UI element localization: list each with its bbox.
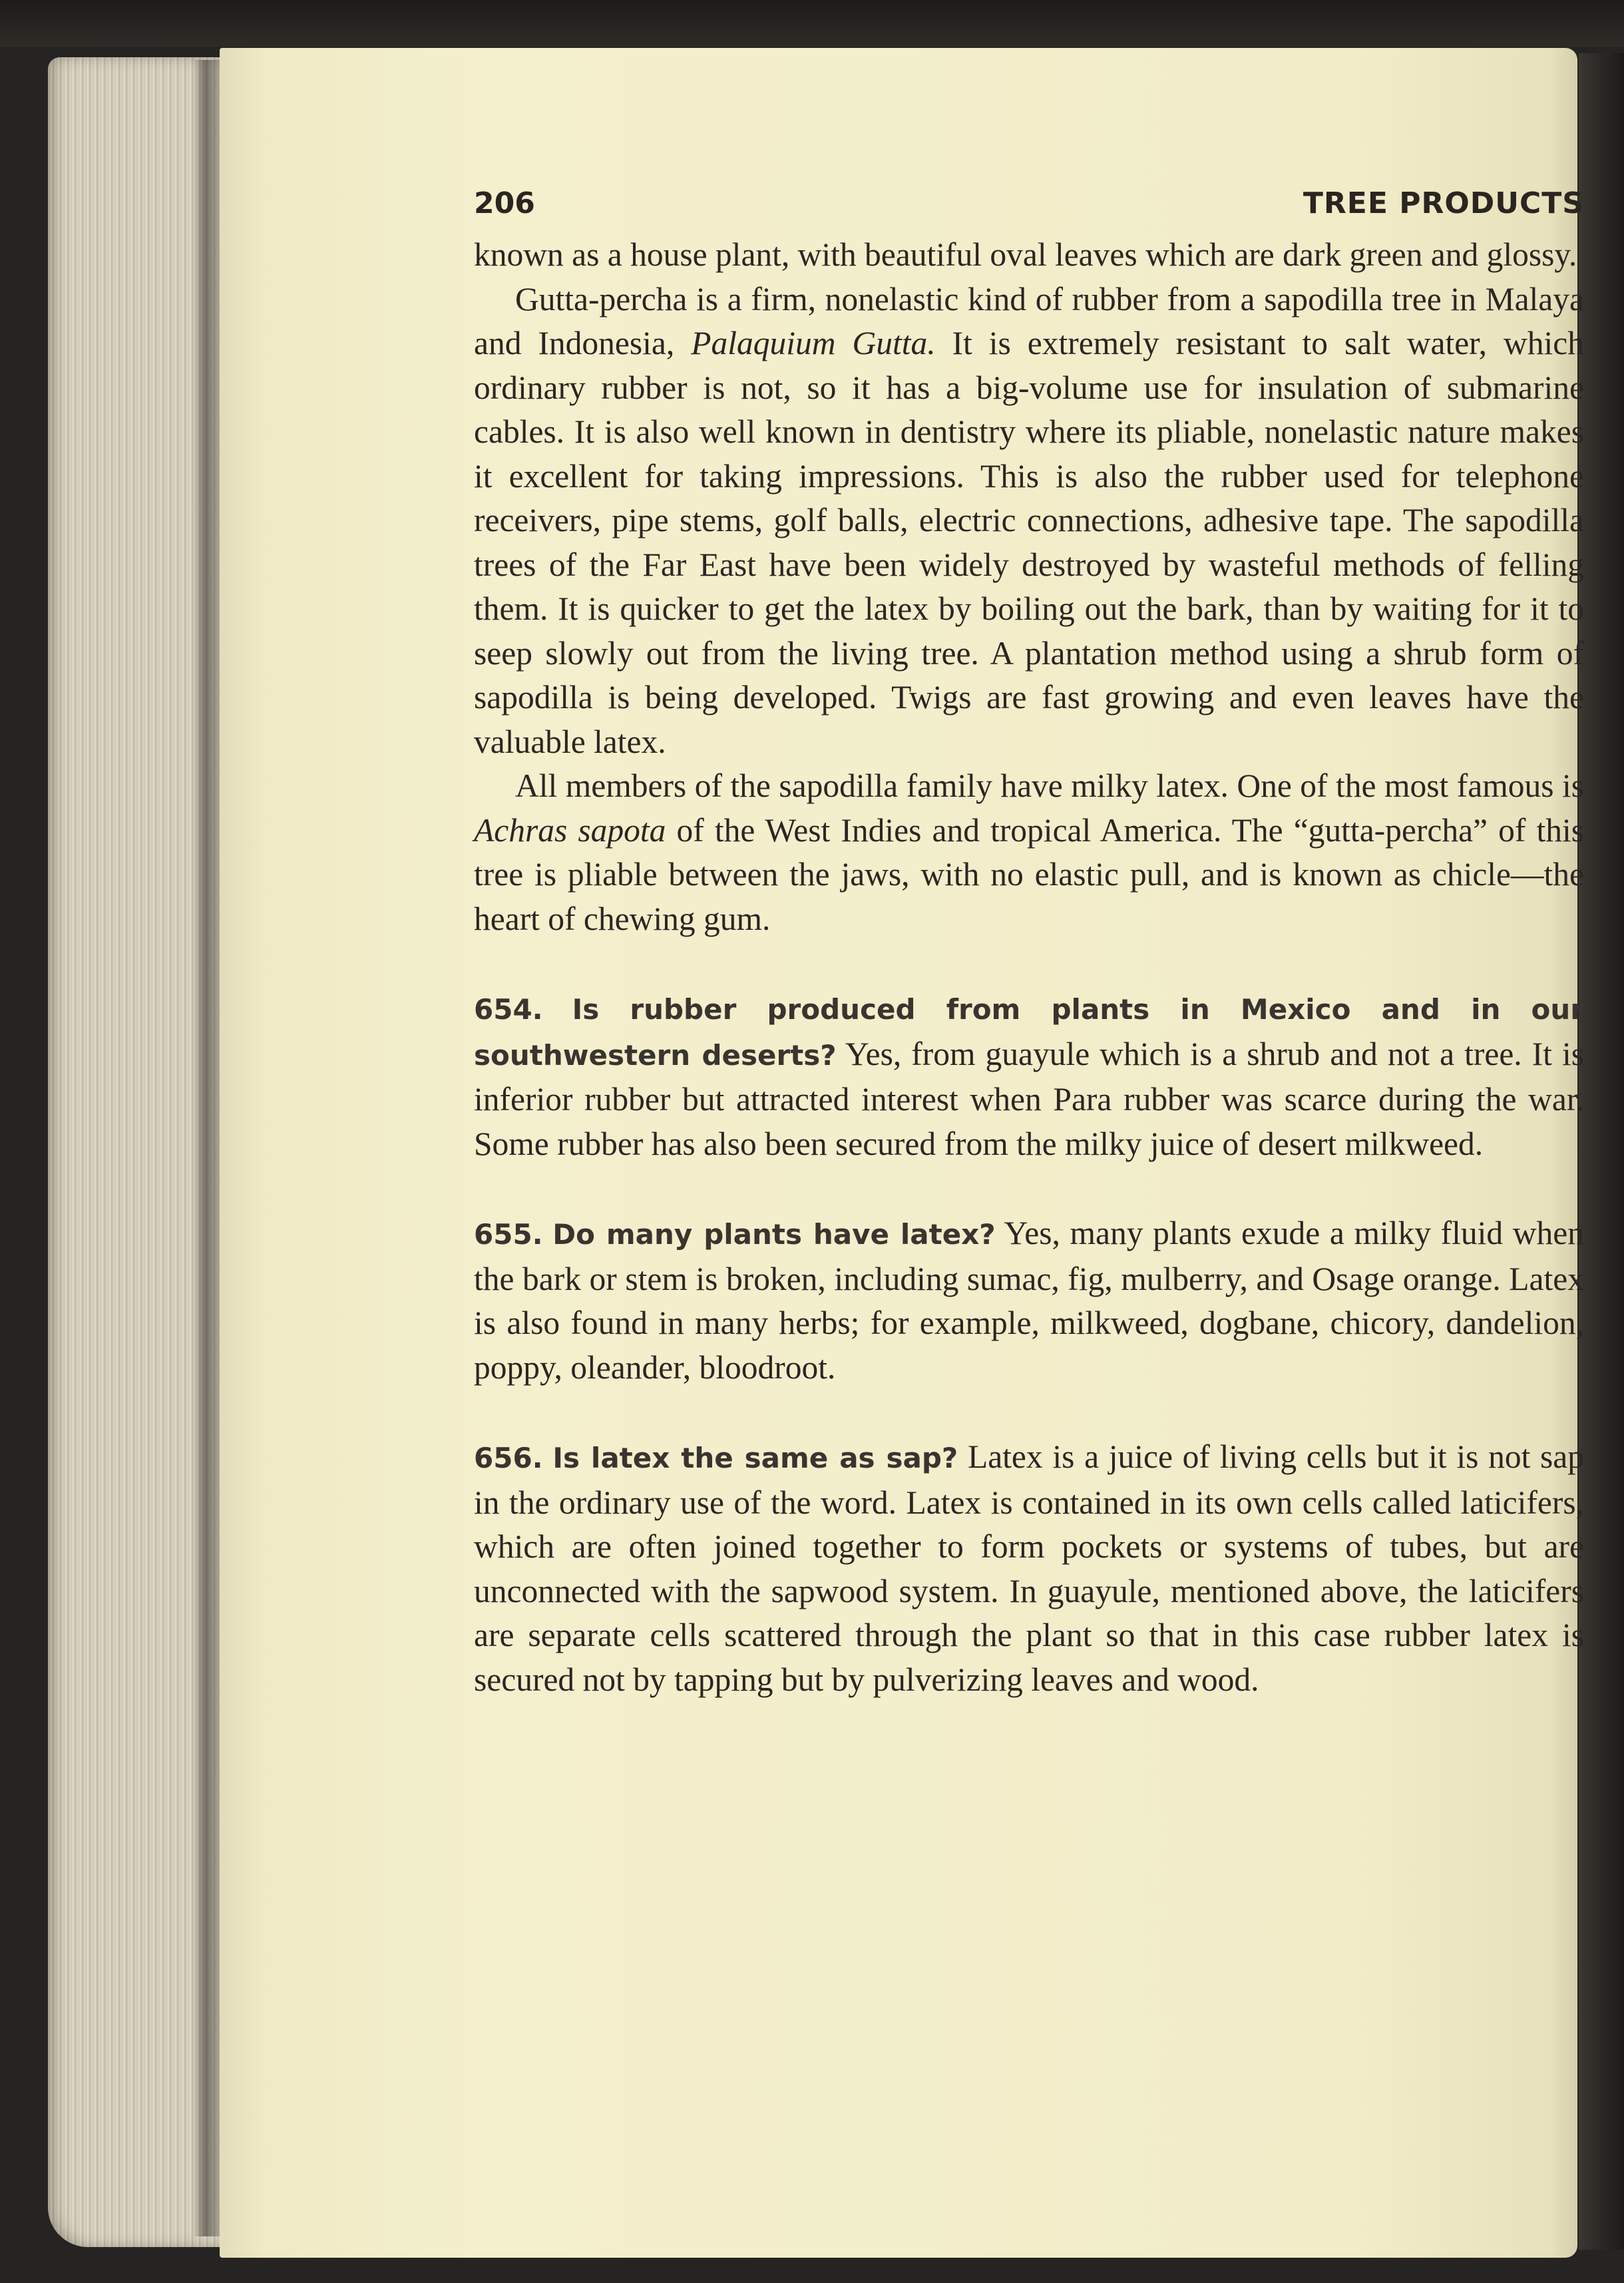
question-number: 656. bbox=[474, 1442, 543, 1474]
question-654 bbox=[474, 986, 1584, 1166]
book-gutter bbox=[193, 60, 220, 2236]
page-text-column bbox=[474, 186, 1584, 1702]
question-heading: Do many plants have latex? bbox=[552, 1218, 996, 1251]
question-heading: Is rubber produced from plants in Mexico and in our southwestern deserts? bbox=[474, 993, 1585, 1072]
page-header bbox=[474, 186, 1584, 233]
paragraph-sapodilla-family bbox=[474, 764, 1584, 941]
page-number: 206 bbox=[474, 186, 535, 220]
question-number: 655. bbox=[474, 1218, 543, 1251]
question-answer: Yes, many plants exude a milky fluid when the bark or stem is broken, including sumac, fig, mulberry, and Osage orange. Latex is also found in many herbs; for example, milkweed, dogbane, chicory, dandelion, poppy, oleander, bloodroot. bbox=[474, 1215, 1585, 1386]
question-number: 654. bbox=[474, 993, 543, 1026]
paragraph-continued: known as a house plant, with beautiful oval leaves which are dark green and glossy. bbox=[474, 236, 1577, 273]
question-655 bbox=[474, 1211, 1584, 1390]
paragraph-text: All members of the sapodilla family have milky latex. One of the most famous is bbox=[515, 767, 1584, 804]
scanner-background bbox=[0, 0, 1624, 47]
paragraph-text: It is extremely resistant to salt water, which ordinary rubber is not, so it has a big-volume use for insulation of submarine cables. It is also well known in dentistry where its pliable, nonelastic nature makes it excellent for taking impressions. This is also the rubber used for telephone receivers, pipe stems, golf balls, electric connections, adhesive tape. The sapodilla trees of the Far East have been widely destroyed by wasteful methods of felling them. It is quicker to get the latex by boiling out the bark, than by waiting for it to seep slowly out from the living tree. A plantation method using a shrub form of sapodilla is being developed. Twigs are fast growing and even leaves have the valuable latex. bbox=[474, 325, 1584, 760]
paragraph-text: of the West Indies and tropical America. The “gutta-percha” of this tree is pliable between the jaws, with no elastic pull, and is known as chicle—the heart of chewing gum. bbox=[474, 811, 1584, 937]
paragraph-text: Gutta-percha is a firm, nonelastic kind of rubber from a sapodilla tree in Malaya and Indonesia, bbox=[474, 280, 1584, 361]
paragraph-gutta-percha bbox=[474, 278, 1584, 765]
question-656 bbox=[474, 1435, 1584, 1702]
question-answer: Yes, from guayule which is a shrub and not a tree. It is inferior rubber but attracted interest when Para rubber was scarce during the war. Some rubber has also been secured from the milky juice of desert milkweed. bbox=[474, 1035, 1584, 1162]
question-answer: Latex is a juice of living cells but it is not sap in the ordinary use of the word. Latex is contained in its own cells called laticifers, which are often joined together to form pockets or systems of tubes, but are unconnected with the sapwood system. In guayule, mentioned above, the laticifers are separate cells scattered through the plant so that in this case rubber latex is secured not by tapping but by pulverizing leaves and wood. bbox=[474, 1438, 1584, 1698]
page-right-shadow bbox=[1579, 53, 1624, 2250]
question-heading: Is latex the same as sap? bbox=[552, 1442, 958, 1474]
scientific-name: Palaquium Gutta. bbox=[691, 325, 936, 361]
scientific-name: Achras sapota bbox=[474, 811, 666, 849]
running-head: TREE PRODUCTS bbox=[1303, 186, 1584, 220]
